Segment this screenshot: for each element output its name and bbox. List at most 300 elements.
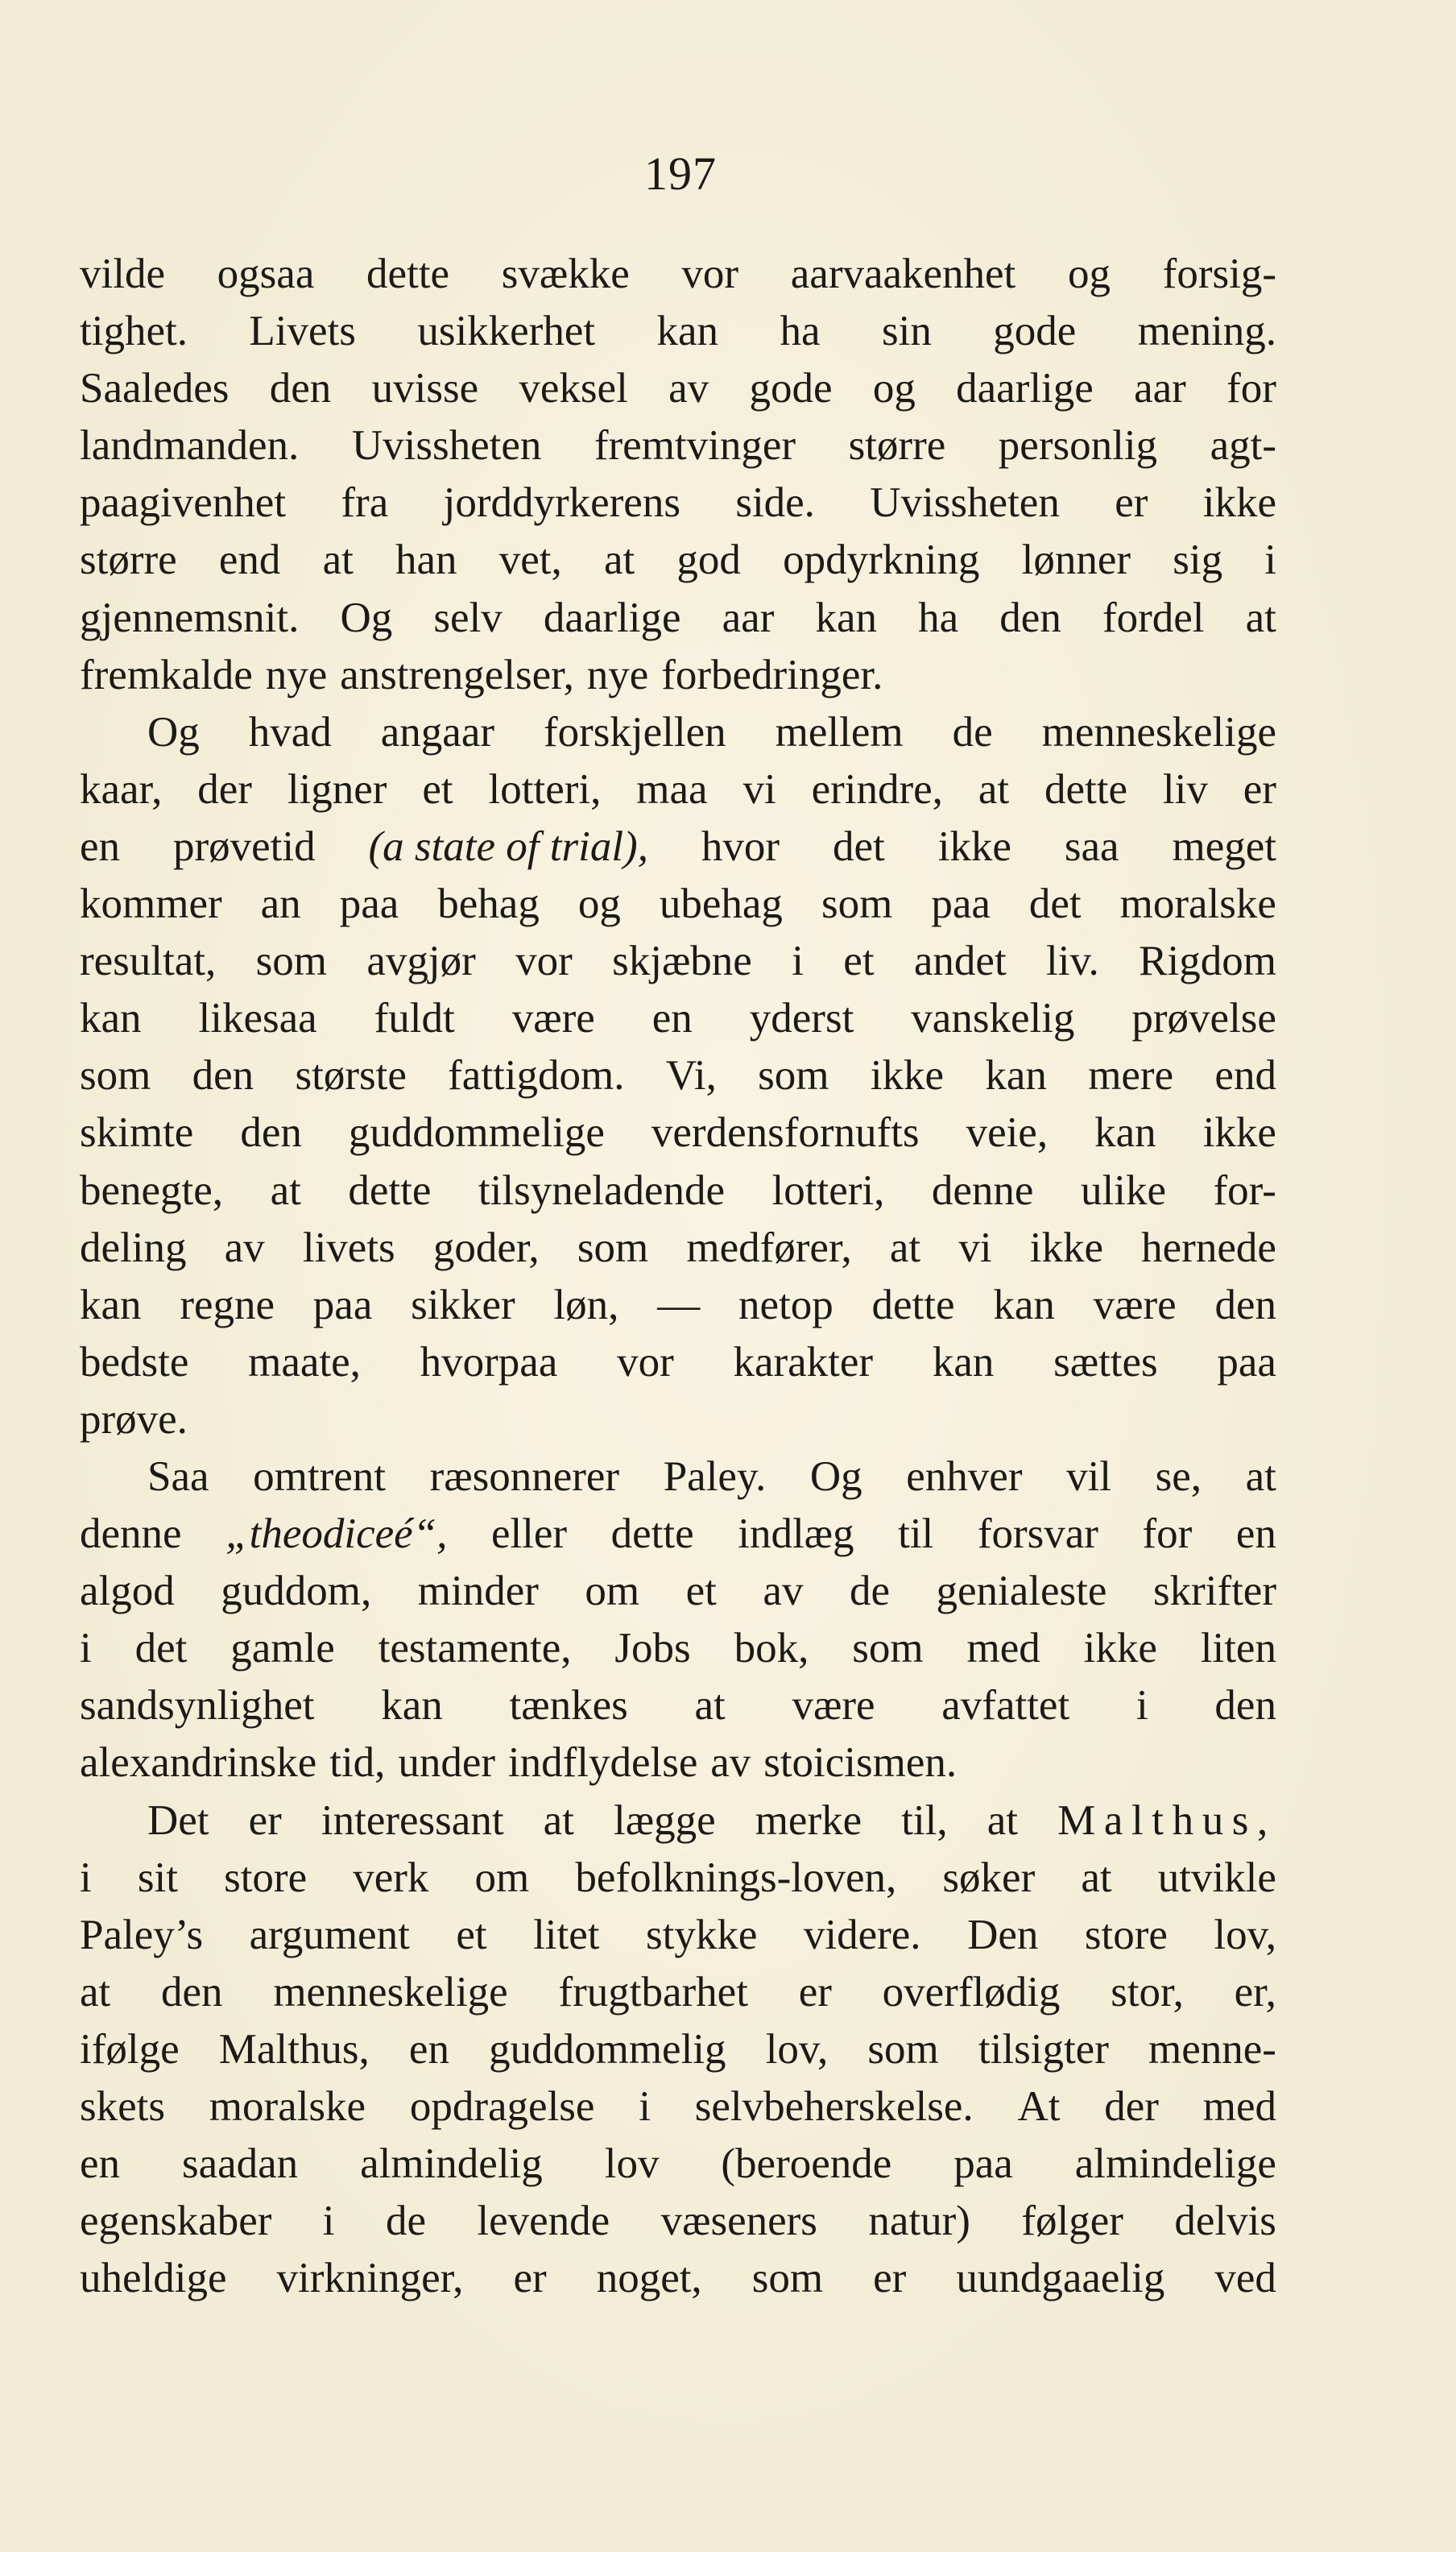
word: Saaledes — [80, 365, 230, 412]
text-line — [80, 2136, 1276, 2193]
word: avgjør — [366, 938, 476, 985]
word: der — [1104, 2083, 1159, 2130]
word: sikker — [411, 1281, 515, 1328]
word: verk — [353, 1854, 429, 1901]
word: At — [1017, 2083, 1061, 2130]
text-line — [80, 2078, 1276, 2136]
word: frugtbarhet — [558, 1968, 748, 2016]
word: lov — [604, 2140, 660, 2188]
word: god — [676, 536, 741, 584]
word: aarvaakenhet — [790, 251, 1016, 297]
word: lotteri, — [488, 765, 602, 813]
word: paa — [339, 880, 399, 928]
word: veie, — [966, 1109, 1049, 1157]
word: av — [224, 1224, 265, 1271]
word: befolknings-loven, — [575, 1854, 897, 1901]
text-line — [80, 1677, 1276, 1734]
word: andet — [913, 938, 1007, 985]
word: resultat, — [80, 938, 217, 985]
word: denne — [931, 1166, 1034, 1214]
word: uundgaaelig — [956, 2255, 1165, 2302]
word: er — [798, 1968, 832, 2016]
word: ikke — [1029, 1224, 1103, 1271]
word: hernede — [1141, 1224, 1276, 1271]
word: forskjellen — [544, 708, 726, 756]
word: prøvetid — [172, 822, 316, 870]
word: i — [792, 938, 804, 985]
word: kan — [985, 1052, 1047, 1100]
word: daarlige — [543, 594, 681, 641]
word: vi — [742, 765, 776, 813]
word: tighet. — [80, 308, 188, 355]
word: menne- — [1148, 2025, 1276, 2073]
word: uvisse — [371, 365, 479, 412]
word: dette — [610, 1510, 694, 1558]
word: prøve. — [80, 1395, 188, 1443]
word: opdragelse — [409, 2083, 595, 2130]
word: avfattet — [941, 1682, 1070, 1730]
word: guddommelige — [348, 1109, 605, 1157]
text-line — [80, 1448, 1276, 1506]
text-line — [80, 532, 1276, 589]
word: utvikle — [1157, 1854, 1276, 1901]
word: Livets — [249, 308, 356, 355]
word: kan — [80, 995, 142, 1042]
word: indlæg — [738, 1510, 854, 1558]
word: et — [685, 1568, 717, 1615]
word: et — [843, 938, 875, 985]
text-line — [80, 1104, 1276, 1162]
word: ikke — [937, 822, 1011, 870]
word: paagivenhet — [80, 479, 287, 527]
word: aar — [1134, 365, 1186, 412]
word: være — [1093, 1281, 1177, 1328]
word: end — [218, 536, 281, 584]
word: kan — [815, 594, 878, 641]
word: prøvelse — [1131, 995, 1276, 1042]
word: og — [1067, 251, 1111, 297]
word: enhver — [906, 1452, 1023, 1500]
text-line — [80, 2021, 1276, 2078]
word: angaar — [380, 708, 495, 756]
word: i — [80, 1625, 92, 1672]
word: at — [1245, 1452, 1276, 1500]
word: gamle — [230, 1625, 335, 1672]
word: saadan — [181, 2140, 299, 2188]
word: mellem — [775, 708, 904, 756]
text-line — [80, 417, 1276, 474]
word: som — [577, 1224, 649, 1271]
word: er — [1115, 479, 1148, 527]
word: end — [1214, 1052, 1276, 1100]
word: maate, — [248, 1338, 361, 1386]
text-line — [80, 1620, 1276, 1677]
word: om — [474, 1854, 530, 1901]
word: Og — [147, 708, 200, 756]
word: Uvissheten — [870, 479, 1060, 527]
word: moralske — [1119, 880, 1276, 928]
word: liten — [1200, 1625, 1276, 1672]
word: tilsigter — [978, 2025, 1109, 2073]
word: som — [751, 2255, 824, 2302]
word: alexandrinske — [80, 1739, 317, 1787]
text-line — [80, 761, 1276, 818]
word: store — [224, 1854, 308, 1901]
word: at — [270, 1166, 301, 1214]
word: det — [1028, 880, 1082, 928]
word: hvorpaa — [420, 1338, 558, 1386]
word: vi — [958, 1224, 992, 1271]
word: kaar, — [80, 765, 163, 813]
word: at — [603, 536, 635, 584]
word: liv — [1162, 765, 1208, 813]
word: løn, — [553, 1281, 619, 1328]
word: agt- — [1210, 422, 1276, 470]
word: svække — [501, 251, 630, 297]
word: i — [639, 2083, 651, 2130]
word: for- — [1213, 1166, 1276, 1214]
word: moralske — [209, 2083, 366, 2130]
word: Malthus, — [1057, 1796, 1276, 1844]
word: at — [80, 1968, 111, 2016]
word: paa — [953, 2140, 1013, 2188]
word: fordel — [1102, 594, 1205, 641]
word: Vi, — [665, 1052, 717, 1100]
word: interessant — [321, 1796, 504, 1844]
text-line — [80, 2250, 1276, 2307]
word: ogsaa — [217, 251, 315, 297]
body-text — [80, 246, 1276, 2307]
word: at — [694, 1682, 726, 1730]
word: ligner — [287, 765, 387, 813]
word: med — [966, 1625, 1040, 1672]
word: eller — [490, 1510, 568, 1558]
word: stor, — [1111, 1968, 1184, 2016]
word: det — [134, 1625, 188, 1672]
word: sandsynlighet — [80, 1682, 315, 1730]
word: sættes — [1053, 1338, 1158, 1386]
word: forsvar — [977, 1510, 1098, 1558]
text-line — [80, 303, 1276, 360]
word: og — [872, 365, 916, 412]
word: almindelige — [1074, 2140, 1276, 2188]
word: yderst — [749, 995, 854, 1042]
word: paa — [931, 880, 991, 928]
word: karakter — [733, 1338, 874, 1386]
text-line — [80, 1047, 1276, 1104]
word: for — [1226, 365, 1276, 412]
word: ha — [780, 308, 821, 355]
word: for — [1142, 1510, 1193, 1558]
word: at — [322, 536, 354, 584]
word: nye — [586, 651, 649, 698]
text-line — [80, 1506, 1276, 1563]
word: dette — [348, 1166, 432, 1214]
word: gjennemsnit. — [80, 594, 300, 641]
word: en — [80, 822, 121, 870]
word: ikke — [1083, 1625, 1157, 1672]
word: veksel — [519, 365, 628, 412]
word: i — [80, 1854, 92, 1901]
word: som — [852, 1625, 924, 1672]
word: kan — [993, 1281, 1055, 1328]
text-line — [80, 647, 1276, 704]
word: „theodiceé“, — [225, 1510, 448, 1558]
word: natur) — [868, 2198, 970, 2245]
word: gode — [749, 365, 833, 412]
word: et — [422, 765, 453, 813]
word: til — [898, 1510, 934, 1558]
word: paa — [1217, 1338, 1276, 1386]
word: kan — [381, 1682, 443, 1730]
word: jorddyrkerens — [443, 479, 680, 527]
word: fra — [341, 479, 389, 527]
word: netop — [738, 1281, 833, 1328]
text-line — [80, 1792, 1276, 1850]
word: personlig — [998, 422, 1158, 470]
word: vor — [515, 938, 573, 985]
word: daarlige — [956, 365, 1094, 412]
word: landmanden. — [80, 422, 300, 470]
word: anstrengelser, — [340, 651, 574, 698]
word: deling — [80, 1224, 187, 1271]
word: vor — [617, 1338, 674, 1386]
word: menneskelige — [273, 1968, 508, 2016]
word: de — [385, 2198, 426, 2245]
word: guddom, — [221, 1568, 372, 1615]
word: (a state of trial), — [368, 822, 648, 870]
word: Og — [809, 1452, 862, 1500]
word: er — [873, 2255, 907, 2302]
word: det — [833, 822, 885, 870]
word: aar — [722, 594, 775, 641]
word: ved — [1214, 2255, 1276, 2302]
word: Malthus, — [218, 2025, 370, 2073]
word: vanskelig — [911, 995, 1075, 1042]
text-line — [80, 360, 1276, 417]
word: egenskaber — [80, 2198, 272, 2245]
word: som — [867, 2025, 939, 2073]
word: overflødig — [882, 1968, 1061, 2016]
word: testamente, — [378, 1625, 572, 1672]
word: fattigdom. — [448, 1052, 625, 1100]
word: maa — [636, 765, 708, 813]
word: største — [295, 1052, 407, 1100]
word: side. — [735, 479, 815, 527]
word: ikke — [1202, 479, 1276, 527]
word: stykke — [646, 1911, 758, 1958]
word: bedste — [80, 1338, 189, 1386]
text-line — [80, 876, 1276, 933]
text-line — [80, 590, 1276, 647]
word: være — [511, 995, 595, 1042]
word: vil — [1066, 1452, 1112, 1500]
word: goder, — [432, 1224, 540, 1271]
word: at — [889, 1224, 921, 1271]
word: den — [240, 1109, 302, 1157]
word: ikke — [870, 1052, 945, 1100]
word: opdyrkning — [783, 536, 980, 584]
word: merke — [755, 1796, 862, 1844]
word: meget — [1172, 822, 1276, 870]
word: virkninger, — [276, 2255, 464, 2302]
word: og — [577, 880, 621, 928]
word: tid, — [329, 1739, 386, 1787]
word: stoicismen. — [763, 1739, 958, 1787]
word: forbedringer. — [661, 651, 883, 698]
word: av — [763, 1568, 804, 1615]
word: at — [978, 765, 1010, 813]
word: større — [80, 536, 177, 584]
text-line — [80, 1277, 1276, 1334]
word: den — [269, 365, 332, 412]
word: er, — [1234, 1968, 1276, 2016]
word: sig — [1173, 536, 1223, 584]
text-line — [80, 818, 1276, 876]
word: skimte — [80, 1109, 194, 1157]
text-line — [80, 474, 1276, 532]
word: store — [1084, 1911, 1168, 1958]
word: gode — [993, 308, 1077, 355]
word: skrifter — [1152, 1568, 1276, 1615]
word: lov, — [765, 2025, 829, 2073]
word: se, — [1155, 1452, 1202, 1500]
word: kan — [932, 1338, 995, 1386]
word: menneskelige — [1041, 708, 1276, 756]
word: guddommelig — [489, 2025, 726, 2073]
word: være — [792, 1682, 875, 1730]
word: Det — [147, 1796, 209, 1844]
word: som — [821, 880, 893, 928]
word: minder — [417, 1568, 539, 1615]
word: kan — [80, 1281, 142, 1328]
word: noget, — [596, 2255, 702, 2302]
word: de — [952, 708, 993, 756]
word: forsig- — [1162, 251, 1276, 297]
text-line — [80, 1734, 1276, 1792]
word: under — [398, 1739, 495, 1787]
word: ha — [918, 594, 959, 641]
word: erindre, — [811, 765, 943, 813]
word: ikke — [1202, 1109, 1276, 1157]
text-line — [80, 990, 1276, 1047]
word: livets — [302, 1224, 395, 1271]
word: i — [322, 2198, 335, 2245]
word: den — [192, 1052, 254, 1100]
word: væseners — [660, 2198, 817, 2245]
word: nye — [265, 651, 328, 698]
word: Saa — [147, 1452, 209, 1500]
word: sin — [881, 308, 932, 355]
word: kan — [656, 308, 719, 355]
word: som — [80, 1052, 151, 1100]
text-line — [80, 1334, 1276, 1391]
word: en — [408, 2025, 449, 2073]
word: kan — [1094, 1109, 1156, 1157]
word: at — [543, 1796, 574, 1844]
word: der — [197, 765, 252, 813]
word: til, — [901, 1796, 948, 1844]
word: liv. — [1046, 938, 1099, 985]
word: at — [1081, 1854, 1112, 1901]
text-line — [80, 704, 1276, 761]
word: ubehag — [659, 880, 783, 928]
text-line — [80, 1850, 1276, 1907]
word: paa — [312, 1281, 373, 1328]
word: videre. — [803, 1911, 921, 1958]
word: genialeste — [936, 1568, 1107, 1615]
text-line — [80, 246, 1276, 303]
word: søker — [942, 1854, 1036, 1901]
word: fuldt — [374, 995, 455, 1042]
text-line — [80, 1220, 1276, 1277]
word: som — [758, 1052, 829, 1100]
word: kommer — [80, 880, 222, 928]
word: levende — [477, 2198, 610, 2245]
word: den — [1214, 1682, 1276, 1730]
word: fremkalde — [80, 651, 253, 698]
word: — — [657, 1281, 701, 1328]
text-line — [80, 1964, 1276, 2021]
word: en — [80, 2140, 121, 2188]
word: benegte, — [80, 1166, 224, 1214]
word: lægge — [614, 1796, 716, 1844]
word: dette — [1044, 765, 1127, 813]
word: skjæbne — [612, 938, 752, 985]
word: denne — [80, 1510, 182, 1558]
word: i — [1135, 1682, 1148, 1730]
word: en — [651, 995, 693, 1042]
word: behag — [437, 880, 540, 928]
word: argument — [249, 1911, 410, 1958]
word: lønner — [1021, 536, 1131, 584]
word: vet, — [498, 536, 562, 584]
word: omtrent — [253, 1452, 386, 1500]
text-line — [80, 1563, 1276, 1620]
word: at — [1245, 594, 1276, 641]
word: av — [668, 365, 709, 412]
word: Uvissheten — [351, 422, 542, 470]
word: ulike — [1081, 1166, 1166, 1214]
page-number: 197 — [644, 147, 717, 200]
word: dette — [366, 251, 450, 297]
word: indflydelse — [507, 1739, 698, 1787]
word: den — [1214, 1281, 1276, 1328]
word: Paley’s — [80, 1911, 204, 1958]
word: verdensfornufts — [651, 1109, 920, 1157]
word: Jobs — [614, 1625, 691, 1672]
word: fremtvinger — [594, 422, 796, 470]
word: ræsonnerer — [429, 1452, 620, 1500]
word: de — [849, 1568, 890, 1615]
word: om — [585, 1568, 640, 1615]
word: er — [1243, 765, 1276, 813]
word: mening. — [1137, 308, 1276, 355]
word: den — [161, 1968, 223, 2016]
word: lotteri, — [771, 1166, 885, 1214]
word: av — [710, 1739, 751, 1787]
word: den — [999, 594, 1061, 641]
text-line — [80, 1391, 1276, 1448]
word: almindelig — [360, 2140, 543, 2188]
text-line — [80, 2193, 1276, 2250]
word: en — [1235, 1510, 1276, 1558]
word: regne — [180, 1281, 275, 1328]
word: sit — [137, 1854, 178, 1901]
word: medfører, — [686, 1224, 852, 1271]
word: er — [513, 2255, 547, 2302]
word: at — [987, 1796, 1019, 1844]
